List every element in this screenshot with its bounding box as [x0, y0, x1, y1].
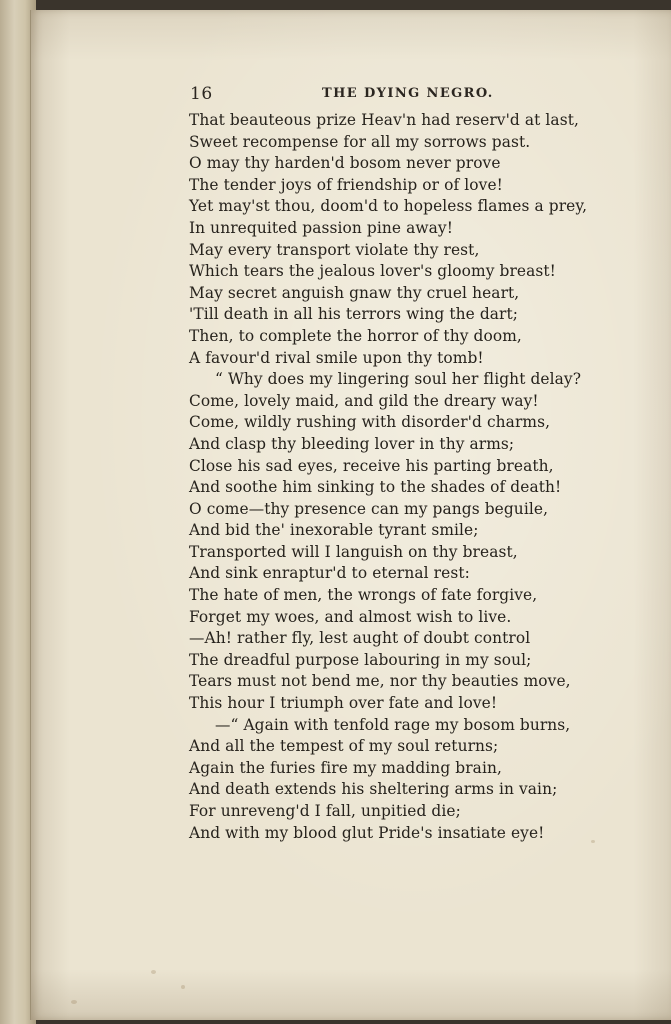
poem-line: And sink enraptur'd to eternal rest: — [189, 564, 470, 583]
poem-line: Sweet recompense for all my sorrows past. — [189, 132, 531, 151]
poem-line: May secret anguish gnaw thy cruel heart, — [189, 283, 520, 302]
poem-text — [189, 110, 629, 844]
poem-line: This hour I triumph over fate and love! — [189, 694, 498, 713]
poem-line: O may thy harden'd bosom never prove — [189, 154, 501, 173]
poem-line: And soothe him sinking to the shades of death! — [189, 478, 562, 497]
foxing-spot — [71, 1000, 77, 1004]
poem-line: The hate of men, the wrongs of fate forgive, — [189, 586, 538, 605]
running-head: THE DYING NEGRO. — [322, 86, 494, 101]
poem-line: Then, to complete the horror of thy doom, — [189, 326, 522, 345]
poem-line: For unreveng'd I fall, unpitied die; — [189, 802, 461, 820]
poem-line: The tender joys of friendship or of love! — [189, 175, 503, 194]
poem-line: Forget my woes, and almost wish to live. — [189, 607, 512, 626]
poem-line: In unrequited passion pine away! — [189, 218, 454, 237]
poem-line: Tears must not bend me, nor thy beauties move, — [189, 672, 571, 691]
poem-line: O come—thy presence can my pangs beguile, — [189, 499, 549, 518]
poem-line: Come, wildly rushing with disorder'd charms, — [189, 413, 551, 432]
poem-line: Yet may'st thou, doom'd to hopeless flames a prey, — [189, 197, 588, 216]
poem-line: And death extends his sheltering arms in vain; — [189, 780, 558, 799]
poem-line: May every transport violate thy rest, — [189, 240, 480, 259]
poem-line: A favour'd rival smile upon thy tomb! — [189, 348, 484, 367]
poem-line: And with my blood glut Pride's insatiate eye! — [189, 823, 545, 842]
poem-line: Which tears the jealous lover's gloomy breast! — [189, 262, 556, 281]
poem-line: —“ Again with tenfold rage my bosom burns, — [215, 715, 571, 734]
poem-line: The dreadful purpose labouring in my soul; — [189, 650, 532, 669]
poem-line: Close his sad eyes, receive his parting breath, — [189, 456, 554, 475]
poem-line: And all the tempest of my soul returns; — [189, 737, 499, 756]
poem-line: “ Why does my lingering soul her flight delay? — [215, 370, 582, 389]
page-header — [190, 84, 494, 106]
poem-line: That beauteous prize Heav'n had reserv'd at last, — [189, 111, 579, 129]
foxing-spot — [151, 970, 156, 974]
poem-line: And clasp thy bleeding lover in thy arms; — [189, 434, 515, 453]
poem-line: Come, lovely maid, and gild the dreary way! — [189, 391, 539, 410]
poem-line: Transported will I languish on thy breast, — [189, 542, 518, 561]
poem-line: Again the furies fire my madding brain, — [189, 758, 502, 777]
foxing-spot — [181, 985, 185, 989]
poem-line: 'Till death in all his terrors wing the dart; — [189, 305, 519, 324]
page-number: 16 — [190, 84, 213, 104]
poem-line: And bid the' inexorable tyrant smile; — [189, 521, 479, 540]
poem-line: —Ah! rather fly, lest aught of doubt control — [189, 629, 531, 648]
